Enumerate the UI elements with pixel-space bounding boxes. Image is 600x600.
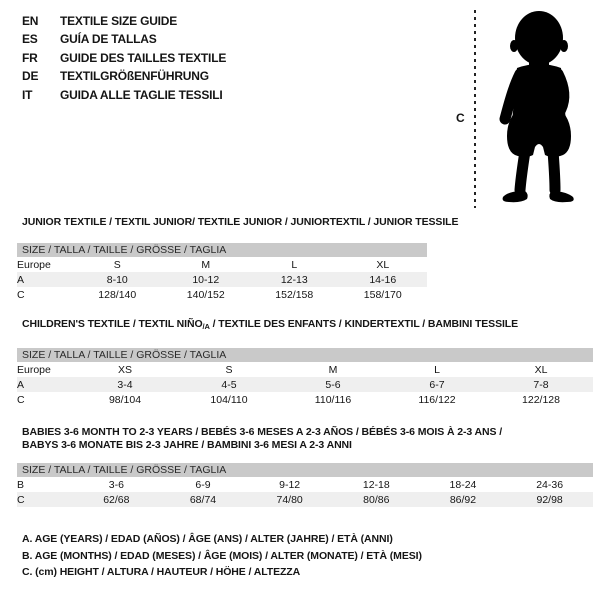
size-header-label: SIZE / TALLA / TAILLE / GRÖSSE / TAGLIA <box>17 463 593 477</box>
table-title-line <box>22 318 593 333</box>
cell-value: 10-12 <box>162 272 251 287</box>
size-table <box>17 348 593 407</box>
cell-value: 3-4 <box>73 377 177 392</box>
height-measure-label: C <box>456 111 465 125</box>
legend-note: A. AGE (YEARS) / EDAD (AÑOS) / ÂGE (ANS) / ALTER (JAHRE) / ETÀ (ANNI) <box>22 533 393 545</box>
row-label: A <box>17 272 73 287</box>
cell-value: 86/92 <box>420 492 507 507</box>
row-label: Europe <box>17 258 51 271</box>
language-guide-title: GUIDE DES TAILLES TEXTILE <box>60 50 227 65</box>
language-code: ES <box>22 32 38 47</box>
cell-value: 152/158 <box>275 288 314 301</box>
cell-value: 14-16 <box>339 272 428 287</box>
cell-value: 128/140 <box>98 288 137 301</box>
cell-value: 110/116 <box>314 393 352 406</box>
row-label: A <box>17 377 73 392</box>
table-title-text: BABYS 3-6 MONATE BIS 2-3 JAHRE / BAMBINI 3-6 MESI A 2-3 ANNI <box>22 439 352 451</box>
cell-value: 6-9 <box>195 478 211 491</box>
language-guide-title: TEXTILGRÖßENFÜHRUNG <box>60 69 209 84</box>
table-title <box>17 216 459 229</box>
table-row <box>17 362 593 377</box>
cell-value: 12-13 <box>250 272 339 287</box>
table-row <box>17 287 427 302</box>
size-table <box>17 243 427 302</box>
cell-value: M <box>201 258 211 271</box>
row-label: C <box>17 393 25 406</box>
babies-textile-table <box>17 426 593 507</box>
language-guide-title: GUÍA DE TALLAS <box>60 32 157 47</box>
cell-value: XL <box>376 258 390 271</box>
size-header-row <box>17 348 593 362</box>
table-row <box>17 377 593 392</box>
cell-value: S <box>225 363 233 376</box>
table-title-text: JUNIOR TEXTILE / TEXTIL JUNIOR/ TEXTILE JUNIOR / JUNIORTEXTIL / JUNIOR TESSILE <box>22 216 459 228</box>
height-measure-line <box>474 10 476 208</box>
cell-value: 122/128 <box>522 393 560 406</box>
cell-value: 3-6 <box>108 478 124 491</box>
legend-note: B. AGE (MONTHS) / EDAD (MESES) / ÂGE (MOIS) / ALTER (MONATE) / ETÀ (MESI) <box>22 549 422 562</box>
cell-value: 158/170 <box>363 288 402 301</box>
cell-value: L <box>434 363 440 376</box>
size-header-row <box>17 463 593 477</box>
cell-value: 98/104 <box>108 393 142 406</box>
language-code: IT <box>22 87 33 102</box>
cell-value: 140/152 <box>186 288 225 301</box>
cell-value: 12-18 <box>362 478 390 491</box>
junior-textile-table <box>17 216 459 302</box>
row-label: C <box>17 492 73 507</box>
cell-value: 80/86 <box>333 492 420 507</box>
size-header-label: SIZE / TALLA / TAILLE / GRÖSSE / TAGLIA <box>17 243 427 257</box>
row-label: C <box>17 288 25 301</box>
cell-value: 68/74 <box>160 492 247 507</box>
table-row <box>17 492 593 507</box>
size-header-row <box>17 243 427 257</box>
cell-value: 4-5 <box>177 377 281 392</box>
table-row <box>17 257 427 272</box>
table-title-line <box>22 426 593 439</box>
cell-value: XS <box>117 363 132 376</box>
table-title-line <box>22 216 459 229</box>
cell-value: S <box>113 258 121 271</box>
table-row <box>17 392 593 407</box>
cell-value: 62/68 <box>73 492 160 507</box>
cell-value: 92/98 <box>506 492 593 507</box>
table-title-line <box>22 439 593 452</box>
language-code: DE <box>22 69 39 84</box>
table-row <box>17 272 427 287</box>
cell-value: L <box>291 258 298 271</box>
cell-value: M <box>328 363 338 376</box>
legend-note: C. (cm) HEIGHT / ALTURA / HAUTEUR / HÖHE / ALTEZZA <box>22 566 301 578</box>
size-table <box>17 463 593 507</box>
row-label: B <box>17 478 25 491</box>
language-code: FR <box>22 50 38 65</box>
cell-value: XL <box>534 363 548 376</box>
toddler-figure-area <box>0 0 600 212</box>
cell-value: 5-6 <box>281 377 385 392</box>
cell-value: 74/80 <box>246 492 333 507</box>
toddler-silhouette-icon <box>487 8 591 206</box>
table-title <box>17 426 593 452</box>
table-title <box>17 318 593 333</box>
cell-value: 18-24 <box>449 478 477 491</box>
cell-value: 104/110 <box>210 393 248 406</box>
table-title-text: CHILDREN'S TEXTILE / TEXTIL NIÑO <box>22 318 203 330</box>
row-label: Europe <box>17 363 51 376</box>
cell-value: 8-10 <box>73 272 162 287</box>
cell-value: 6-7 <box>385 377 489 392</box>
size-header-label: SIZE / TALLA / TAILLE / GRÖSSE / TAGLIA <box>17 348 593 362</box>
cell-value: 24-36 <box>536 478 564 491</box>
table-title-text: / TEXTILE DES ENFANTS / KINDERTEXTIL / BAMBINI TESSILE <box>209 318 519 330</box>
language-guide-title: TEXTILE SIZE GUIDE <box>60 14 178 28</box>
childrens-textile-table <box>17 318 593 407</box>
language-code: EN <box>22 14 39 28</box>
cell-value: 116/122 <box>418 393 456 406</box>
language-guide-title: GUIDA ALLE TAGLIE TESSILI <box>60 87 223 102</box>
table-title-text: /A <box>202 322 210 331</box>
cell-value: 9-12 <box>279 478 301 491</box>
legend-notes <box>22 531 422 581</box>
table-row <box>17 477 593 492</box>
table-title-text: BABIES 3-6 MONTH TO 2-3 YEARS / BEBÉS 3-6 MESES A 2-3 AÑOS / BÉBÉS 3-6 MOIS À 2-3 ANS / <box>22 426 503 438</box>
cell-value: 7-8 <box>489 377 593 392</box>
